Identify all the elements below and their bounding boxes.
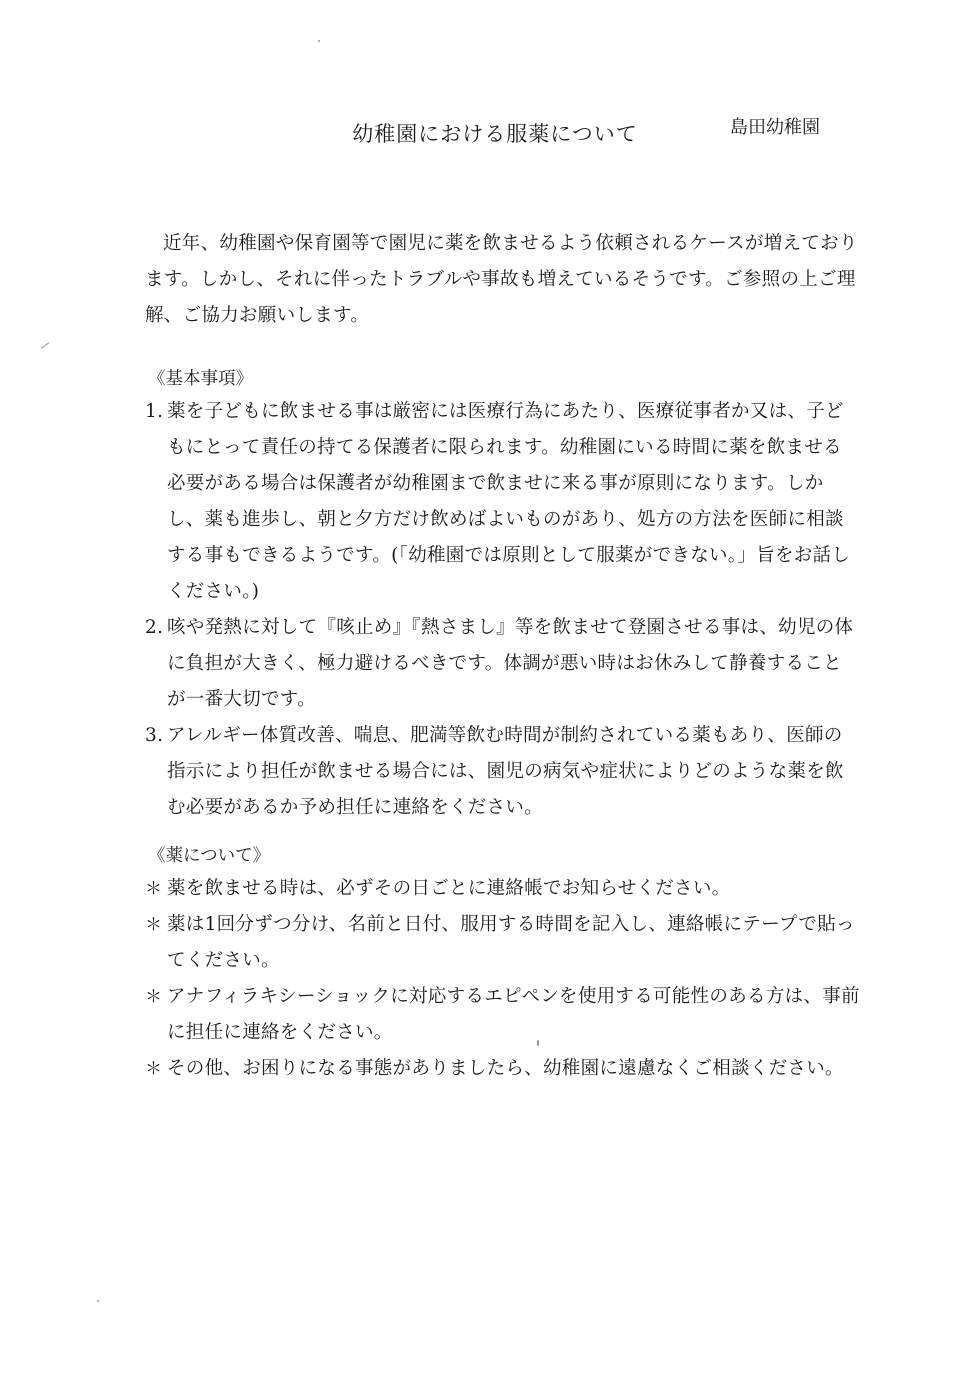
medicine-items-list <box>145 871 860 1087</box>
asterisk-bullet-icon: ＊ <box>145 879 163 899</box>
document-title: 幼稚園における服薬について <box>352 122 638 146</box>
medicine-item <box>145 979 860 1051</box>
scan-speck <box>41 342 50 349</box>
organization-name: 島田幼稚園 <box>730 117 820 138</box>
basic-item <box>145 610 860 718</box>
basic-item-number: 3. <box>145 725 164 746</box>
medicine-item-text: 薬を飲ませる時は、必ずその日ごとに連絡帳でお知らせください。 <box>167 878 731 899</box>
scan-speck <box>97 1300 99 1302</box>
basic-item <box>145 394 860 610</box>
asterisk-bullet-icon: ＊ <box>145 987 163 1007</box>
basic-item-text: 咳や発熱に対して『咳止め』『熱さまし』等を飲ませて登園させる事は、幼児の体に負担が大きく、極力避けるべきです。体調が悪い時はお休みして静養することが一番大切です。 <box>167 617 854 710</box>
medicine-item <box>145 907 860 979</box>
medicine-item-text: 薬は1回分ずつ分け、名前と日付、服用する時間を記入し、連絡帳にテープで貼ってください。 <box>167 914 855 971</box>
intro-paragraph: 近年、幼稚園や保育園等で園児に薬を飲ませるよう依頼されるケースが増えております。しかし、それに伴ったトラブルや事故も増えているそうです。ご参照の上ご理解、ご協力お願いします。 <box>145 233 858 326</box>
basic-item-number: 1. <box>145 401 164 422</box>
basic-items-list <box>145 394 860 826</box>
asterisk-bullet-icon: ＊ <box>145 915 163 935</box>
asterisk-bullet-icon: ＊ <box>145 1059 163 1079</box>
medicine-item-text: その他、お困りになる事態がありましたら、幼稚園に遠慮なくご相談ください。 <box>167 1058 844 1079</box>
medicine-item-text: アナフィラキシーショックに対応するエピペンを使用する可能性のある方は、事前に担任に連絡をください。 <box>167 986 860 1043</box>
scan-speck <box>537 1040 539 1046</box>
medicine-item <box>145 1051 860 1087</box>
basic-item-text: アレルギー体質改善、喘息、肥満等飲む時間が制約されている薬もあり、医師の指示により担任が飲ませる場合には、園児の病気や症状によりどのような薬を飲む必要があるか予め担任に連絡をください。 <box>167 725 844 818</box>
basic-item-text: 薬を子どもに飲ませる事は厳密には医療行為にあたり、医療従事者か又は、子どもにとって責任の持てる保護者に限られます。幼稚園にいる時間に薬を飲ませる必要がある場合は保護者が幼稚園まで飲ませに来る事が原則になります。しかし、薬も進歩し、朝と夕方だけ飲めばよいものがあり、処方の方法を医師に相談する事もできるようです。(「幼稚園では原則として服薬ができない。」旨をお話しください。) <box>167 401 851 602</box>
medicine-item <box>145 871 860 907</box>
basic-section-heading: 《基本事項》 <box>148 369 253 389</box>
medicine-section-heading: 《薬について》 <box>148 846 271 866</box>
scan-speck <box>318 40 320 42</box>
basic-item <box>145 718 860 826</box>
basic-item-number: 2. <box>145 617 164 638</box>
